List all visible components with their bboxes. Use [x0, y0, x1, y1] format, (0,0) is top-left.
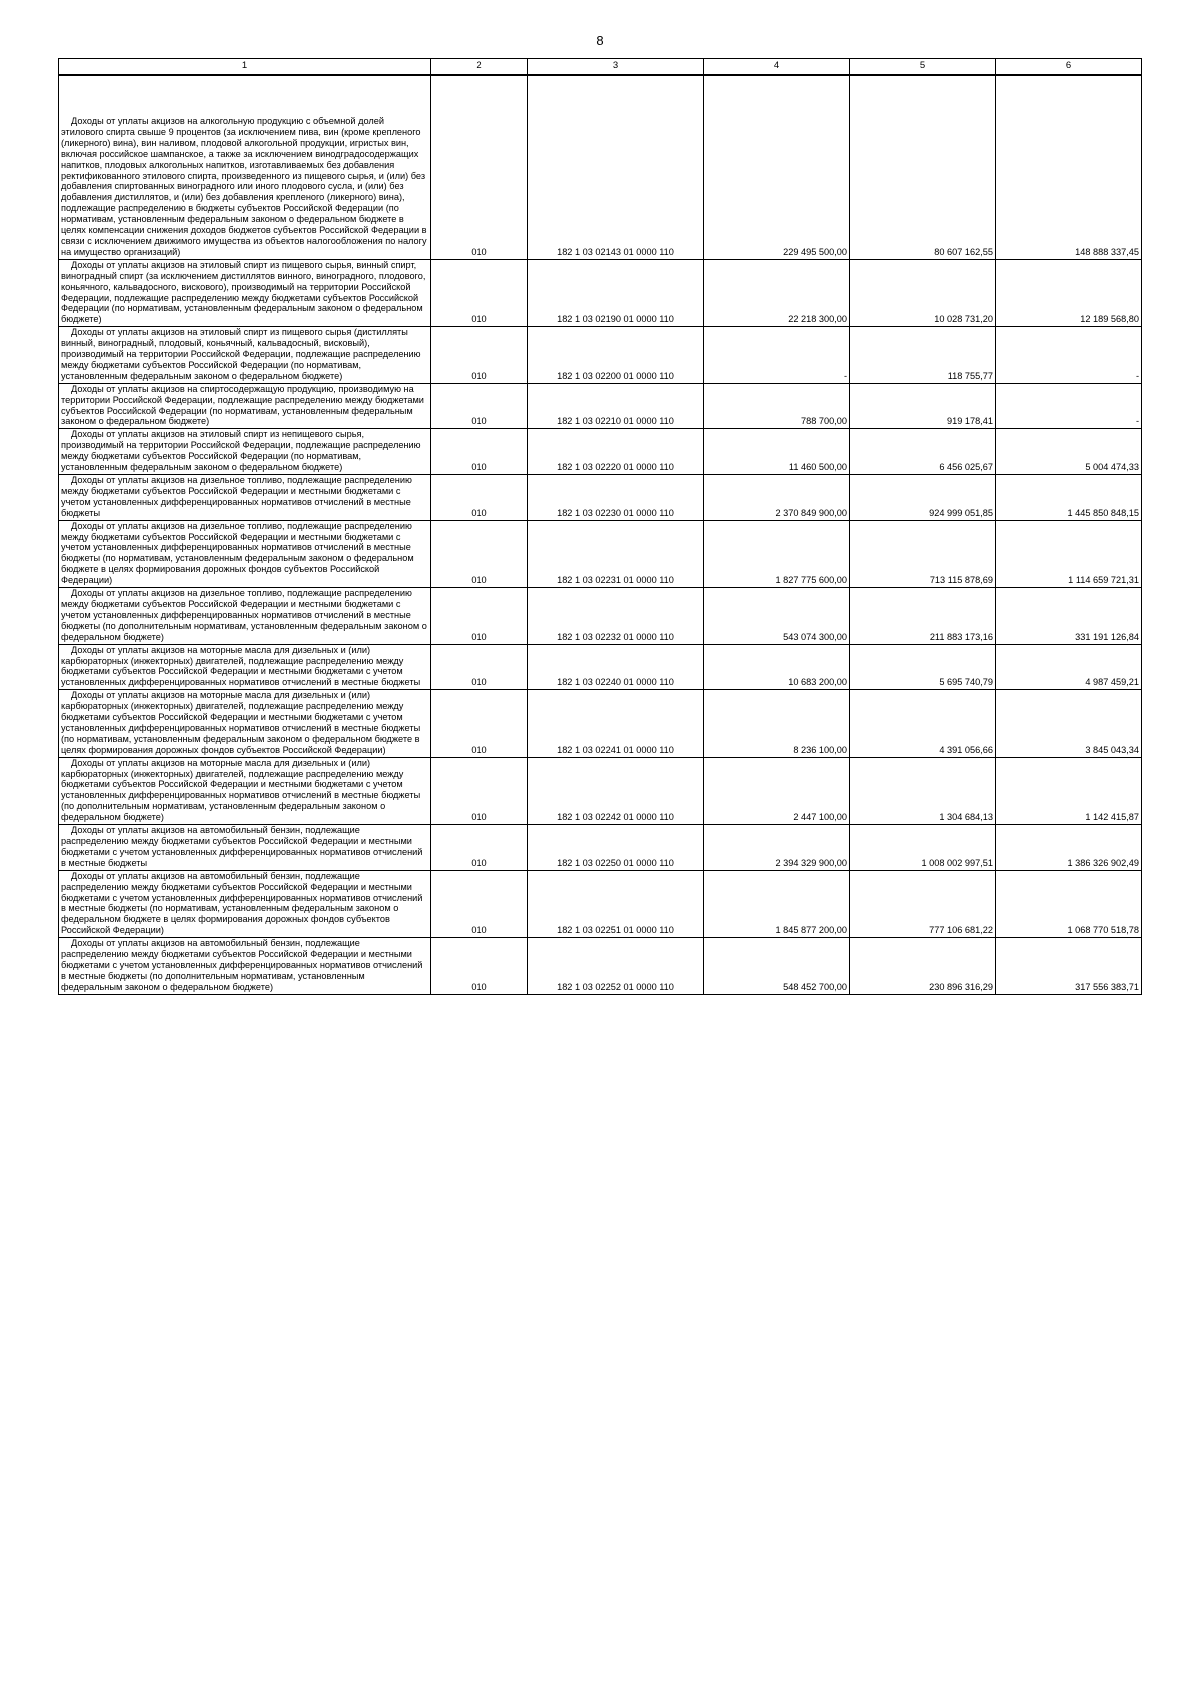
row-executed-amount: 1 008 002 997,51 [850, 825, 996, 871]
row-unexecuted-amount: 12 189 568,80 [996, 259, 1142, 326]
row-unexecuted-amount: 317 556 383,71 [996, 938, 1142, 995]
row-budget-classification-code: 182 1 03 02250 01 0000 110 [528, 825, 704, 871]
row-executed-amount: 10 028 731,20 [850, 259, 996, 326]
row-description: Доходы от уплаты акцизов на моторные масла для дизельных и (или) карбюраторных (инжекторных) двигателей, подлежащие распределению между бюджетами субъектов Российской Федерации и местными бюджетами с учетом установленных дифференцированных нормативов отчислений в местные бюджеты (по нормативам, установленным федеральным законом о федеральном бюджете в целях формирования дорожных фондов субъектов Российской Федерации) [59, 690, 431, 757]
row-approved-amount: 1 845 877 200,00 [704, 870, 850, 937]
page-number: 8 [596, 33, 604, 48]
row-budget-classification-code: 182 1 03 02200 01 0000 110 [528, 327, 704, 384]
row-line-code: 010 [431, 327, 528, 384]
table-row [59, 475, 1142, 521]
row-approved-amount: 2 370 849 900,00 [704, 475, 850, 521]
row-executed-amount: 118 755,77 [850, 327, 996, 384]
table-row [59, 825, 1142, 871]
row-unexecuted-amount: 4 987 459,21 [996, 644, 1142, 690]
row-unexecuted-amount: 1 445 850 848,15 [996, 475, 1142, 521]
row-unexecuted-amount: - [996, 327, 1142, 384]
table-row [59, 520, 1142, 587]
row-unexecuted-amount: - [996, 383, 1142, 429]
table-body [59, 75, 1142, 994]
row-unexecuted-amount: 148 888 337,45 [996, 75, 1142, 259]
row-approved-amount: 229 495 500,00 [704, 75, 850, 259]
row-budget-classification-code: 182 1 03 02251 01 0000 110 [528, 870, 704, 937]
row-executed-amount: 777 106 681,22 [850, 870, 996, 937]
row-description: Доходы от уплаты акцизов на моторные масла для дизельных и (или) карбюраторных (инжекторных) двигателей, подлежащие распределению между бюджетами субъектов Российской Федерации и местными бюджетами с учетом установленных дифференцированных нормативов отчислений в местные бюджеты [59, 644, 431, 690]
table-row [59, 383, 1142, 429]
row-description: Доходы от уплаты акцизов на спиртосодержащую продукцию, производимую на территории Российской Федерации, подлежащие распределению между бюджетами субъектов Российской Федерации (по нормативам, установленным федеральным законом о федеральном бюджете) [59, 383, 431, 429]
column-header-4: 4 [704, 59, 850, 76]
row-line-code: 010 [431, 259, 528, 326]
row-budget-classification-code: 182 1 03 02242 01 0000 110 [528, 757, 704, 824]
row-description: Доходы от уплаты акцизов на автомобильный бензин, подлежащие распределению между бюджетами субъектов Российской Федерации и местными бюджетами с учетом установленных дифференцированных нормативов отчислений в местные бюджеты (по дополнительным нормативам, установленным федеральным законом о федеральном бюджете) [59, 938, 431, 995]
row-description: Доходы от уплаты акцизов на этиловый спирт из пищевого сырья (дистилляты винный, виноградный, плодовый, коньячный, кальвадосный, висковый), производимый на территории Российской Федерации, подлежащие распределению между бюджетами субъектов Российской Федерации (по нормативам, установленным федеральным законом о федеральном бюджете) [59, 327, 431, 384]
row-line-code: 010 [431, 938, 528, 995]
table-row [59, 690, 1142, 757]
row-line-code: 010 [431, 429, 528, 475]
row-line-code: 010 [431, 690, 528, 757]
row-line-code: 010 [431, 475, 528, 521]
row-executed-amount: 919 178,41 [850, 383, 996, 429]
row-executed-amount: 80 607 162,55 [850, 75, 996, 259]
row-executed-amount: 1 304 684,13 [850, 757, 996, 824]
row-budget-classification-code: 182 1 03 02190 01 0000 110 [528, 259, 704, 326]
row-approved-amount: 1 827 775 600,00 [704, 520, 850, 587]
row-executed-amount: 713 115 878,69 [850, 520, 996, 587]
column-header-6: 6 [996, 59, 1142, 76]
row-executed-amount: 230 896 316,29 [850, 938, 996, 995]
row-budget-classification-code: 182 1 03 02241 01 0000 110 [528, 690, 704, 757]
table-row [59, 259, 1142, 326]
row-line-code: 010 [431, 520, 528, 587]
table-row [59, 75, 1142, 259]
row-budget-classification-code: 182 1 03 02231 01 0000 110 [528, 520, 704, 587]
row-approved-amount: 2 447 100,00 [704, 757, 850, 824]
row-description: Доходы от уплаты акцизов на этиловый спирт из непищевого сырья, производимый на территории Российской Федерации, подлежащие распределению между бюджетами субъектов Российской Федерации (по нормативам, установленным федеральным законом о федеральном бюджете) [59, 429, 431, 475]
row-executed-amount: 924 999 051,85 [850, 475, 996, 521]
row-unexecuted-amount: 331 191 126,84 [996, 588, 1142, 645]
row-line-code: 010 [431, 588, 528, 645]
table-row [59, 644, 1142, 690]
row-line-code: 010 [431, 383, 528, 429]
column-header-2: 2 [431, 59, 528, 76]
row-approved-amount: 788 700,00 [704, 383, 850, 429]
row-description: Доходы от уплаты акцизов на дизельное топливо, подлежащие распределению между бюджетами субъектов Российской Федерации и местными бюджетами с учетом установленных дифференцированных нормативов отчислений в местные бюджеты (по нормативам, установленным федеральным законом о федеральном бюджете в целях формирования дорожных фондов субъектов Российской Федерации) [59, 520, 431, 587]
row-line-code: 010 [431, 825, 528, 871]
row-executed-amount: 6 456 025,67 [850, 429, 996, 475]
row-budget-classification-code: 182 1 03 02143 01 0000 110 [528, 75, 704, 259]
row-budget-classification-code: 182 1 03 02232 01 0000 110 [528, 588, 704, 645]
row-approved-amount: 22 218 300,00 [704, 259, 850, 326]
row-approved-amount: 543 074 300,00 [704, 588, 850, 645]
table-row [59, 757, 1142, 824]
row-unexecuted-amount: 3 845 043,34 [996, 690, 1142, 757]
row-description: Доходы от уплаты акцизов на автомобильный бензин, подлежащие распределению между бюджетами субъектов Российской Федерации и местными бюджетами с учетом установленных дифференцированных нормативов отчислений в местные бюджеты (по нормативам, установленным федеральным законом о федеральном бюджете в целях формирования дорожных фондов субъектов Российской Федерации) [59, 870, 431, 937]
row-budget-classification-code: 182 1 03 02220 01 0000 110 [528, 429, 704, 475]
row-description: Доходы от уплаты акцизов на алкогольную продукцию с объемной долей этилового спирта свыше 9 процентов (за исключением пива, вин (кроме крепленого (ликерного) вина), вин наливом, плодовой алкогольной продукции, игристых вин, включая российское шампанское, а также за исключением винодградосодержащих напитков, плодовых алкогольных напитков, изготавливаемых без добавления ректификованного этилового спирта, произведенного из пищевого сырья, и (или) без добавления спиртованных виноградного или иного плодового сусла, и (или) без добавления дистиллятов, и (или) без добавления крепленого (ликерного) вина), подлежащие распределению в бюджеты субъектов Российской Федерации (по нормативам, установленным федеральным законом о федеральном бюджете в целях компенсации снижения доходов бюджетов субъектов Российской Федерации в связи с исключением движимого имущества из объектов налогообложения по налогу на имущество организаций) [59, 75, 431, 259]
row-line-code: 010 [431, 644, 528, 690]
column-header-3: 3 [528, 59, 704, 76]
row-budget-classification-code: 182 1 03 02252 01 0000 110 [528, 938, 704, 995]
row-executed-amount: 4 391 056,66 [850, 690, 996, 757]
row-description: Доходы от уплаты акцизов на дизельное топливо, подлежащие распределению между бюджетами субъектов Российской Федерации и местными бюджетами с учетом установленных дифференцированных нормативов отчислений в местные бюджеты (по дополнительным нормативам, установленным федеральным законом о федеральном бюджете) [59, 588, 431, 645]
row-unexecuted-amount: 1 142 415,87 [996, 757, 1142, 824]
column-header-5: 5 [850, 59, 996, 76]
row-line-code: 010 [431, 75, 528, 259]
table-row [59, 327, 1142, 384]
table-row [59, 938, 1142, 995]
row-description: Доходы от уплаты акцизов на этиловый спирт из пищевого сырья, винный спирт, виноградный спирт (за исключением дистиллятов винного, виноградного, плодового, коньячного, кальвадосного, вискового), производимый на территории Российской Федерации, подлежащие распределению между бюджетами субъектов Российской Федерации (по нормативам, установленным федеральным законом о федеральном бюджете) [59, 259, 431, 326]
column-header-1: 1 [59, 59, 431, 76]
row-unexecuted-amount: 5 004 474,33 [996, 429, 1142, 475]
row-unexecuted-amount: 1 114 659 721,31 [996, 520, 1142, 587]
row-description: Доходы от уплаты акцизов на автомобильный бензин, подлежащие распределению между бюджетами субъектов Российской Федерации и местными бюджетами с учетом установленных дифференцированных нормативов отчислений в местные бюджеты [59, 825, 431, 871]
table-row [59, 870, 1142, 937]
row-executed-amount: 5 695 740,79 [850, 644, 996, 690]
row-approved-amount: 11 460 500,00 [704, 429, 850, 475]
row-approved-amount: 2 394 329 900,00 [704, 825, 850, 871]
row-description: Доходы от уплаты акцизов на моторные масла для дизельных и (или) карбюраторных (инжекторных) двигателей, подлежащие распределению между бюджетами субъектов Российской Федерации и местными бюджетами с учетом установленных дифференцированных нормативов отчислений в местные бюджеты (по дополнительным нормативам, установленным федеральным законом о федеральном бюджете) [59, 757, 431, 824]
row-approved-amount: 8 236 100,00 [704, 690, 850, 757]
row-description: Доходы от уплаты акцизов на дизельное топливо, подлежащие распределению между бюджетами субъектов Российской Федерации и местными бюджетами с учетом установленных дифференцированных нормативов отчислений в местные бюджеты [59, 475, 431, 521]
row-approved-amount: - [704, 327, 850, 384]
row-approved-amount: 548 452 700,00 [704, 938, 850, 995]
revenue-table [58, 58, 1142, 995]
table-header-row [59, 59, 1142, 76]
row-approved-amount: 10 683 200,00 [704, 644, 850, 690]
row-line-code: 010 [431, 870, 528, 937]
row-line-code: 010 [431, 757, 528, 824]
row-unexecuted-amount: 1 386 326 902,49 [996, 825, 1142, 871]
row-budget-classification-code: 182 1 03 02230 01 0000 110 [528, 475, 704, 521]
row-budget-classification-code: 182 1 03 02240 01 0000 110 [528, 644, 704, 690]
row-executed-amount: 211 883 173,16 [850, 588, 996, 645]
row-unexecuted-amount: 1 068 770 518,78 [996, 870, 1142, 937]
row-budget-classification-code: 182 1 03 02210 01 0000 110 [528, 383, 704, 429]
table-row [59, 429, 1142, 475]
table-row [59, 588, 1142, 645]
